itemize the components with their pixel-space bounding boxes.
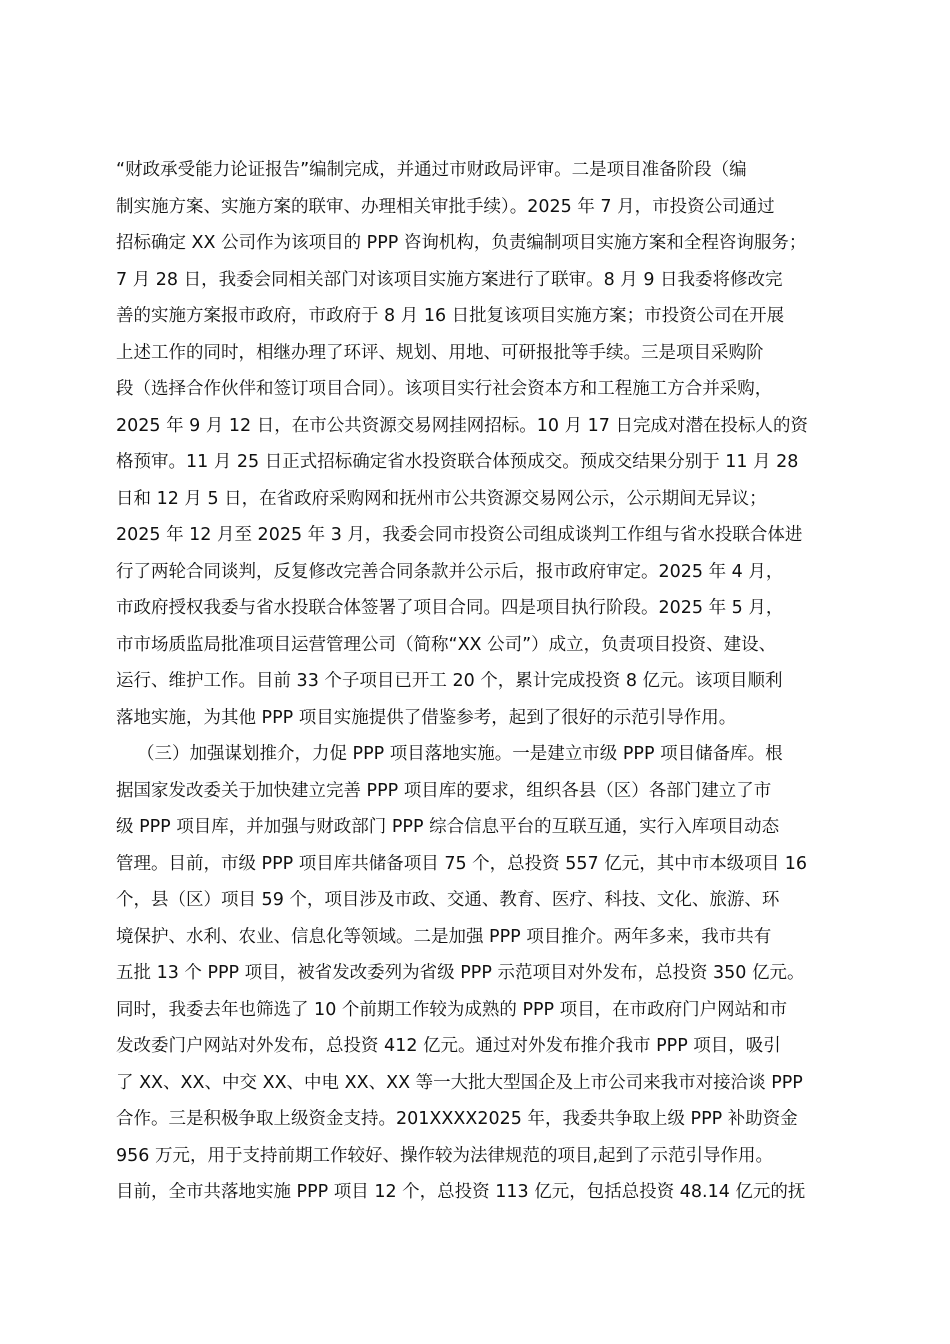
text-line: 市政府授权我委与省水投联合体签署了项目合同。四是项目执行阶段。2025 年 5 月， [116, 598, 784, 618]
text-line: 境保护、水利、农业、信息化等领域。二是加强 PPP 项目推介。两年多来，我市共有 [116, 926, 772, 947]
body-text [116, 152, 836, 1211]
text-line: 招标确定 XX 公司作为该项目的 PPP 咨询机构，负责编制项目实施方案和全程咨询服务； [116, 233, 807, 253]
text-line: “财政承受能力论证报告”编制完成，并通过市财政局评审。二是项目准备阶段（编 [116, 160, 747, 180]
text-line: 956 万元，用于支持前期工作较好、操作较为法律规范的项目,起到了示范引导作用。 [116, 1145, 774, 1166]
text-line: 2025 年 12 月至 2025 年 3 月，我委会同市投资公司组成谈判工作组与省水投联合体进 [116, 525, 803, 545]
text-line: 同时，我委去年也筛选了 10 个前期工作较为成熟的 PPP 项目，在市政府门户网站和市 [116, 999, 788, 1020]
text-line: 了 XX、XX、中交 XX、中电 XX、XX 等一大批大型国企及上市公司来我市对接洽谈 PPP [116, 1072, 803, 1093]
text-line: 目前，全市共落地实施 PPP 项目 12 个，总投资 113 亿元，包括总投资 48.14 亿元的抚 [116, 1182, 806, 1202]
text-line: 合作。三是积极争取上级资金支持。201XXXX2025 年，我委共争取上级 PPP 补助资金 [116, 1109, 798, 1129]
text-line: 善的实施方案报市政府，市政府于 8 月 16 日批复该项目实施方案；市投资公司在开展 [116, 306, 785, 326]
text-line: 运行、维护工作。目前 33 个子项目已开工 20 个，累计完成投资 8 亿元。该项目顺利 [116, 671, 783, 691]
text-line: 制实施方案、实施方案的联审、办理相关审批手续）。2025 年 7 月，市投资公司通过 [116, 196, 775, 217]
section-heading-line: （三）加强谋划推介，力促 PPP 项目落地实施。一是建立市级 PPP 项目储备库。根 [137, 744, 783, 764]
text-line: 2025 年 9 月 12 日，在市公共资源交易网挂网招标。10 月 17 日完成对潜在投标人的资 [116, 415, 808, 436]
text-line: 发改委门户网站对外发布，总投资 412 亿元。通过对外发布推介我市 PPP 项目，吸引 [116, 1036, 781, 1056]
text-line: 日和 12 月 5 日，在省政府采购网和抚州市公共资源交易网公示，公示期间无异议； [116, 488, 767, 509]
text-line: 行了两轮合同谈判，反复修改完善合同条款并公示后，报市政府审定。2025 年 4 月， [116, 561, 784, 582]
text-line: 格预审。11 月 25 日正式招标确定省水投资联合体预成交。预成交结果分别于 11 月 28 [116, 452, 799, 472]
text-line: 段（选择合作伙伴和签订项目合同）。该项目实行社会资本方和工程施工方合并采购， [116, 379, 773, 399]
text-line: 市市场质监局批准项目运营管理公司（简称“XX 公司”）成立，负责项目投资、建设、 [116, 634, 777, 655]
text-line: 落地实施，为其他 PPP 项目实施提供了借鉴参考，起到了很好的示范引导作用。 [116, 707, 737, 728]
text-line: 上述工作的同时，相继办理了环评、规划、用地、可研报批等手续。三是项目采购阶 [116, 342, 764, 363]
text-line: 五批 13 个 PPP 项目，被省发改委列为省级 PPP 示范项目对外发布，总投资 350 亿元。 [116, 963, 805, 983]
text-line: 7 月 28 日，我委会同相关部门对该项目实施方案进行了联审。8 月 9 日我委将修改完 [116, 269, 783, 290]
text-line: 管理。目前，市级 PPP 项目库共储备项目 75 个，总投资 557 亿元，其中市本级项目 16 [116, 853, 808, 874]
text-line: 据国家发改委关于加快建立完善 PPP 项目库的要求，组织各县（区）各部门建立了市 [116, 780, 772, 801]
text-line: 个，县（区）项目 59 个，项目涉及市政、交通、教育、医疗、科技、文化、旅游、环 [116, 890, 780, 910]
text-line: 级 PPP 项目库，并加强与财政部门 PPP 综合信息平台的互联互通，实行入库项目动态 [116, 817, 780, 837]
